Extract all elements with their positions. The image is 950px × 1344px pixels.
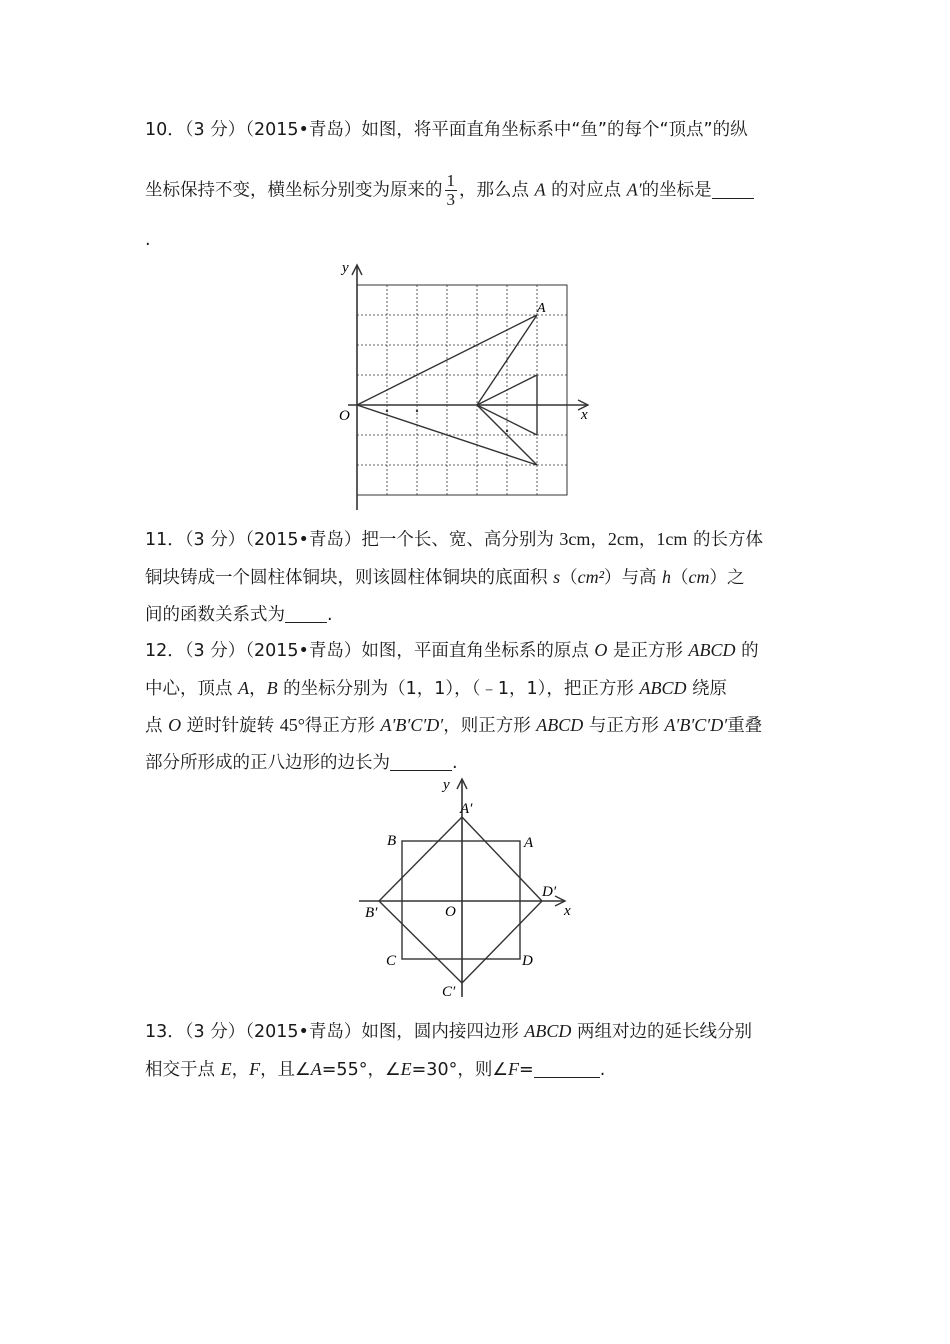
q10-fish-figure [330,255,600,517]
point-b1-label: B′ [365,905,378,921]
point-b-label: B [387,833,397,849]
y-axis-label: y [443,777,450,793]
q12-line-4: 部分所形成的正八边形的边长为 . [145,753,458,773]
point-label: A [534,179,546,200]
mark-dot [386,410,388,412]
q10-text: 10．（3 分）（2015•青岛）如图，将平面直角坐标系中“鱼”的每个“顶点”的纵 [145,120,748,140]
point-label: A′ [626,179,642,200]
mark-dot [506,430,508,432]
q12-line-1: 12．（3 分）（2015•青岛）如图，平面直角坐标系的原点 O 是正方形 ABCD 的 [145,640,759,661]
origin-label: O [339,408,350,424]
y-axis-label: y [342,260,349,276]
q10-line-2: 坐标保持不变，横坐标分别变为原来的 $\frac{1}{3}$ ，那么点 A 的对应点 A′的坐标是 [145,172,754,209]
q10-line-1 [145,116,748,141]
answer-blank[interactable] [712,180,754,199]
point-c-label: C [386,953,397,969]
fraction-one-third: $\frac{1}{3}$ [446,171,455,209]
answer-blank[interactable] [390,752,452,771]
origin-label: O [445,904,456,920]
q11-line-3: 间的函数关系式为 . [145,605,333,625]
q10-line-3: . [145,230,151,250]
q13-line-2: 相交于点 E，F，且∠A=55°，∠E=30°，则∠F= . [145,1059,606,1080]
square-a1b1c1d1 [379,817,542,983]
q12-squares-figure [355,775,585,1000]
answer-blank[interactable] [534,1059,600,1078]
q13-line-1: 13．（3 分）（2015•青岛）如图，圆内接四边形 ABCD 两组对边的延长线分别 [145,1021,752,1042]
q11-line-1: 11．（3 分）（2015•青岛）把一个长、宽、高分别为 3cm，2cm，1cm 的长方体 [145,529,763,550]
answer-blank[interactable] [285,604,327,623]
point-a-label: A [537,301,546,316]
q10-text: 坐标保持不变，横坐标分别变为原来的 [145,180,443,201]
point-d1-label: D′ [542,884,557,900]
point-a1-label: A′ [460,801,473,817]
x-axis-label: x [581,407,588,423]
point-d-label: D [522,953,533,969]
q12-line-2: 中心，顶点 A，B 的坐标分别为（1，1），（﹣1，1），把正方形 ABCD 绕原 [145,678,728,699]
point-a-label: A [524,835,534,851]
q11-line-2: 铜块铸成一个圆柱体铜块，则该圆柱体铜块的底面积 s（cm²）与高 h（cm）之 [145,567,745,588]
x-axis-label: x [564,903,571,919]
point-c1-label: C′ [442,984,456,1000]
q12-line-3: 点 O 逆时针旋转 45°得正方形 A′B′C′D′，则正方形 ABCD 与正方形 A′B′C′D′重叠 [145,715,763,736]
mark-dot [416,410,418,412]
